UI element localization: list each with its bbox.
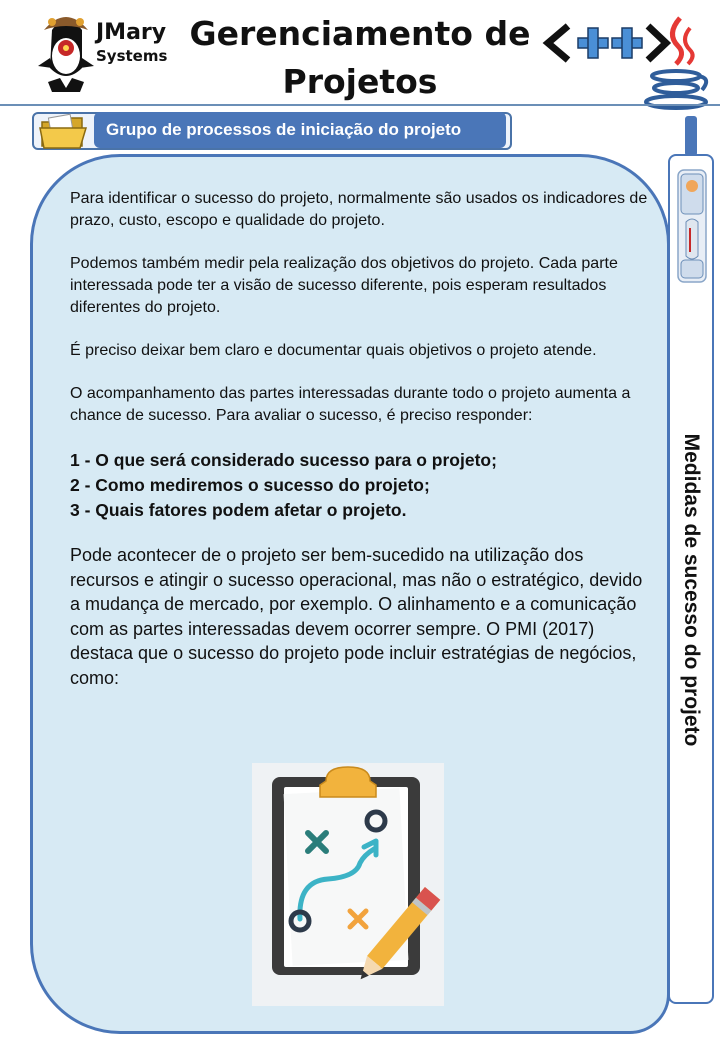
step-item: 3 - Quais fatores podem afetar o projeto. xyxy=(70,500,407,520)
step-item: 2 - Como mediremos o sucesso do projeto; xyxy=(70,475,430,495)
scroll-document-icon xyxy=(672,164,712,286)
step-item: 1 - O que será considerado sucesso para o projeto; xyxy=(70,450,497,470)
logo-subtitle: Systems xyxy=(96,47,168,65)
paragraph: É preciso deixar bem claro e documentar quais objetivos o projeto atende. xyxy=(70,342,597,359)
strategy-clipboard-illustration xyxy=(252,763,444,1006)
logo-text xyxy=(96,20,167,66)
content-body xyxy=(70,188,650,711)
paragraph: Para identificar o sucesso do projeto, normalmente são usados os indicadores de prazo, custo, escopo e qualidade do projeto. xyxy=(70,190,648,229)
header-divider xyxy=(0,104,720,106)
paragraph: O acompanhamento das partes interessadas durante todo o projeto aumenta a chance de sucesso. Para avaliar o sucesso, é preciso responder: xyxy=(70,385,631,424)
section-label: Grupo de processos de iniciação do projeto xyxy=(94,112,506,148)
steps-list xyxy=(70,448,650,523)
closing-paragraph: Pode acontecer de o projeto ser bem-sucedido na utilização dos recursos e atingir o sucesso operacional, mas não o estratégico, devido a mudança de mercado, por exemplo. O alinhamento e a comunicação com as partes interessadas devem ocorrer sempre. O PMI (2017) destaca que o sucesso do projeto pode incluir estratégias de negócios, como: xyxy=(70,545,643,688)
logo-name: JMary xyxy=(96,20,167,45)
java-logo xyxy=(640,14,716,114)
page-title: Gerenciamento de Projetos xyxy=(189,14,531,101)
folder-icon xyxy=(38,112,94,152)
paragraph: Podemos também medir pela realização dos objetivos do projeto. Cada parte interessada pode ter a visão de sucesso diferente, pois esperam resultados diferentes do projeto. xyxy=(70,255,618,316)
side-label: Medidas de sucesso do projeto xyxy=(680,433,703,747)
side-connector xyxy=(685,116,697,156)
